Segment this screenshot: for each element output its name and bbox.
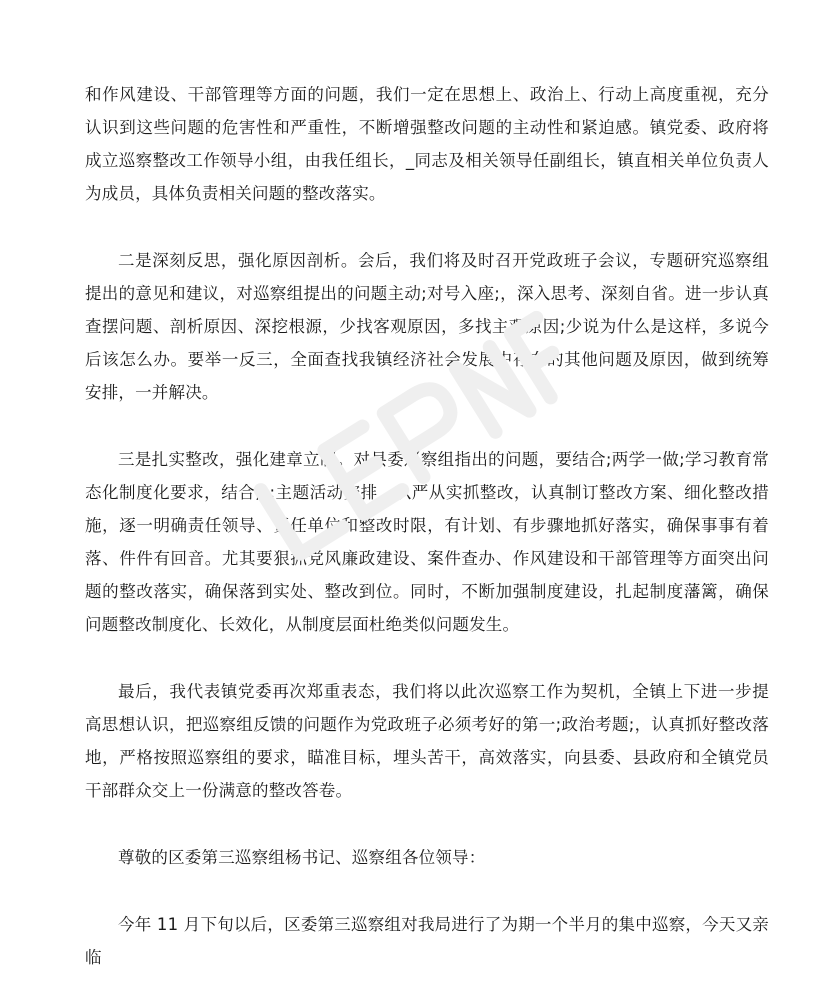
paragraph-salutation: 尊敬的区委第三巡察组杨书记、巡察组各位领导： bbox=[118, 848, 486, 867]
paragraph-reflection: 二是深刻反思，强化原因剖析。会后，我们将及时召开党政班子会议，专题研究巡察组提出的意见和建议，对巡察组提出的问题主动;对号入座;，深入思考、深刻自省。进一步认真查摆问题、剖析原因、深挖根源，少找客观原因，多找主观原因;少说为什么是这样，多说今后该怎么办。要举一反三，全面查找我镇经济社会发展中存在的其他问题及原因，做到统筹安排，一并解决。 bbox=[85, 251, 769, 402]
paragraph-rectification-group: 和作风建设、干部管理等方面的问题，我们一定在思想上、政治上、行动上高度重视，充分认识到这些问题的危害性和严重性，不断增强整改问题的主动性和紧迫感。镇党委、政府将成立巡察整改工作领导小组，由我任组长，_同志及相关领导任副组长，镇直相关单位负责人为成员，具体负责相关问题的整改落实。 bbox=[85, 85, 769, 203]
paragraph-intro: 今年 11 月下旬以后，区委第三巡察组对我局进行了为期一个半月的集中巡察，今天又亲临 bbox=[85, 915, 769, 967]
paragraph-rectification-system: 三是扎实整改，强化建章立制。对县委巡察组指出的问题，要结合;两学一做;学习教育常态化制度化要求，结合;_;主题活动安排，从严从实抓整改，认真制订整改方案、细化整改措施，逐一明确责任领导、责任单位和整改时限，有计划、有步骤地抓好落实，确保事事有着落、件件有回音。尤其要狠抓党风廉政建设、案件查办、作风建设和干部管理等方面突出问题的整改落实，确保落到实处、整改到位。同时，不断加强制度建设，扎起制度藩篱，确保问题整改制度化、长效化，从制度层面杜绝类似问题发生。 bbox=[85, 450, 769, 634]
paragraph-closing-statement: 最后，我代表镇党委再次郑重表态，我们将以此次巡察工作为契机，全镇上下进一步提高思想认识，把巡察组反馈的问题作为党政班子必须考好的第一;政治考题;，认真抓好整改落地，严格按照巡察组的要求，瞄准目标，埋头苦干，高效落实，向县委、县政府和全镇党员干部群众交上一份满意的整改答卷。 bbox=[85, 682, 769, 800]
document-page bbox=[85, 78, 769, 974]
